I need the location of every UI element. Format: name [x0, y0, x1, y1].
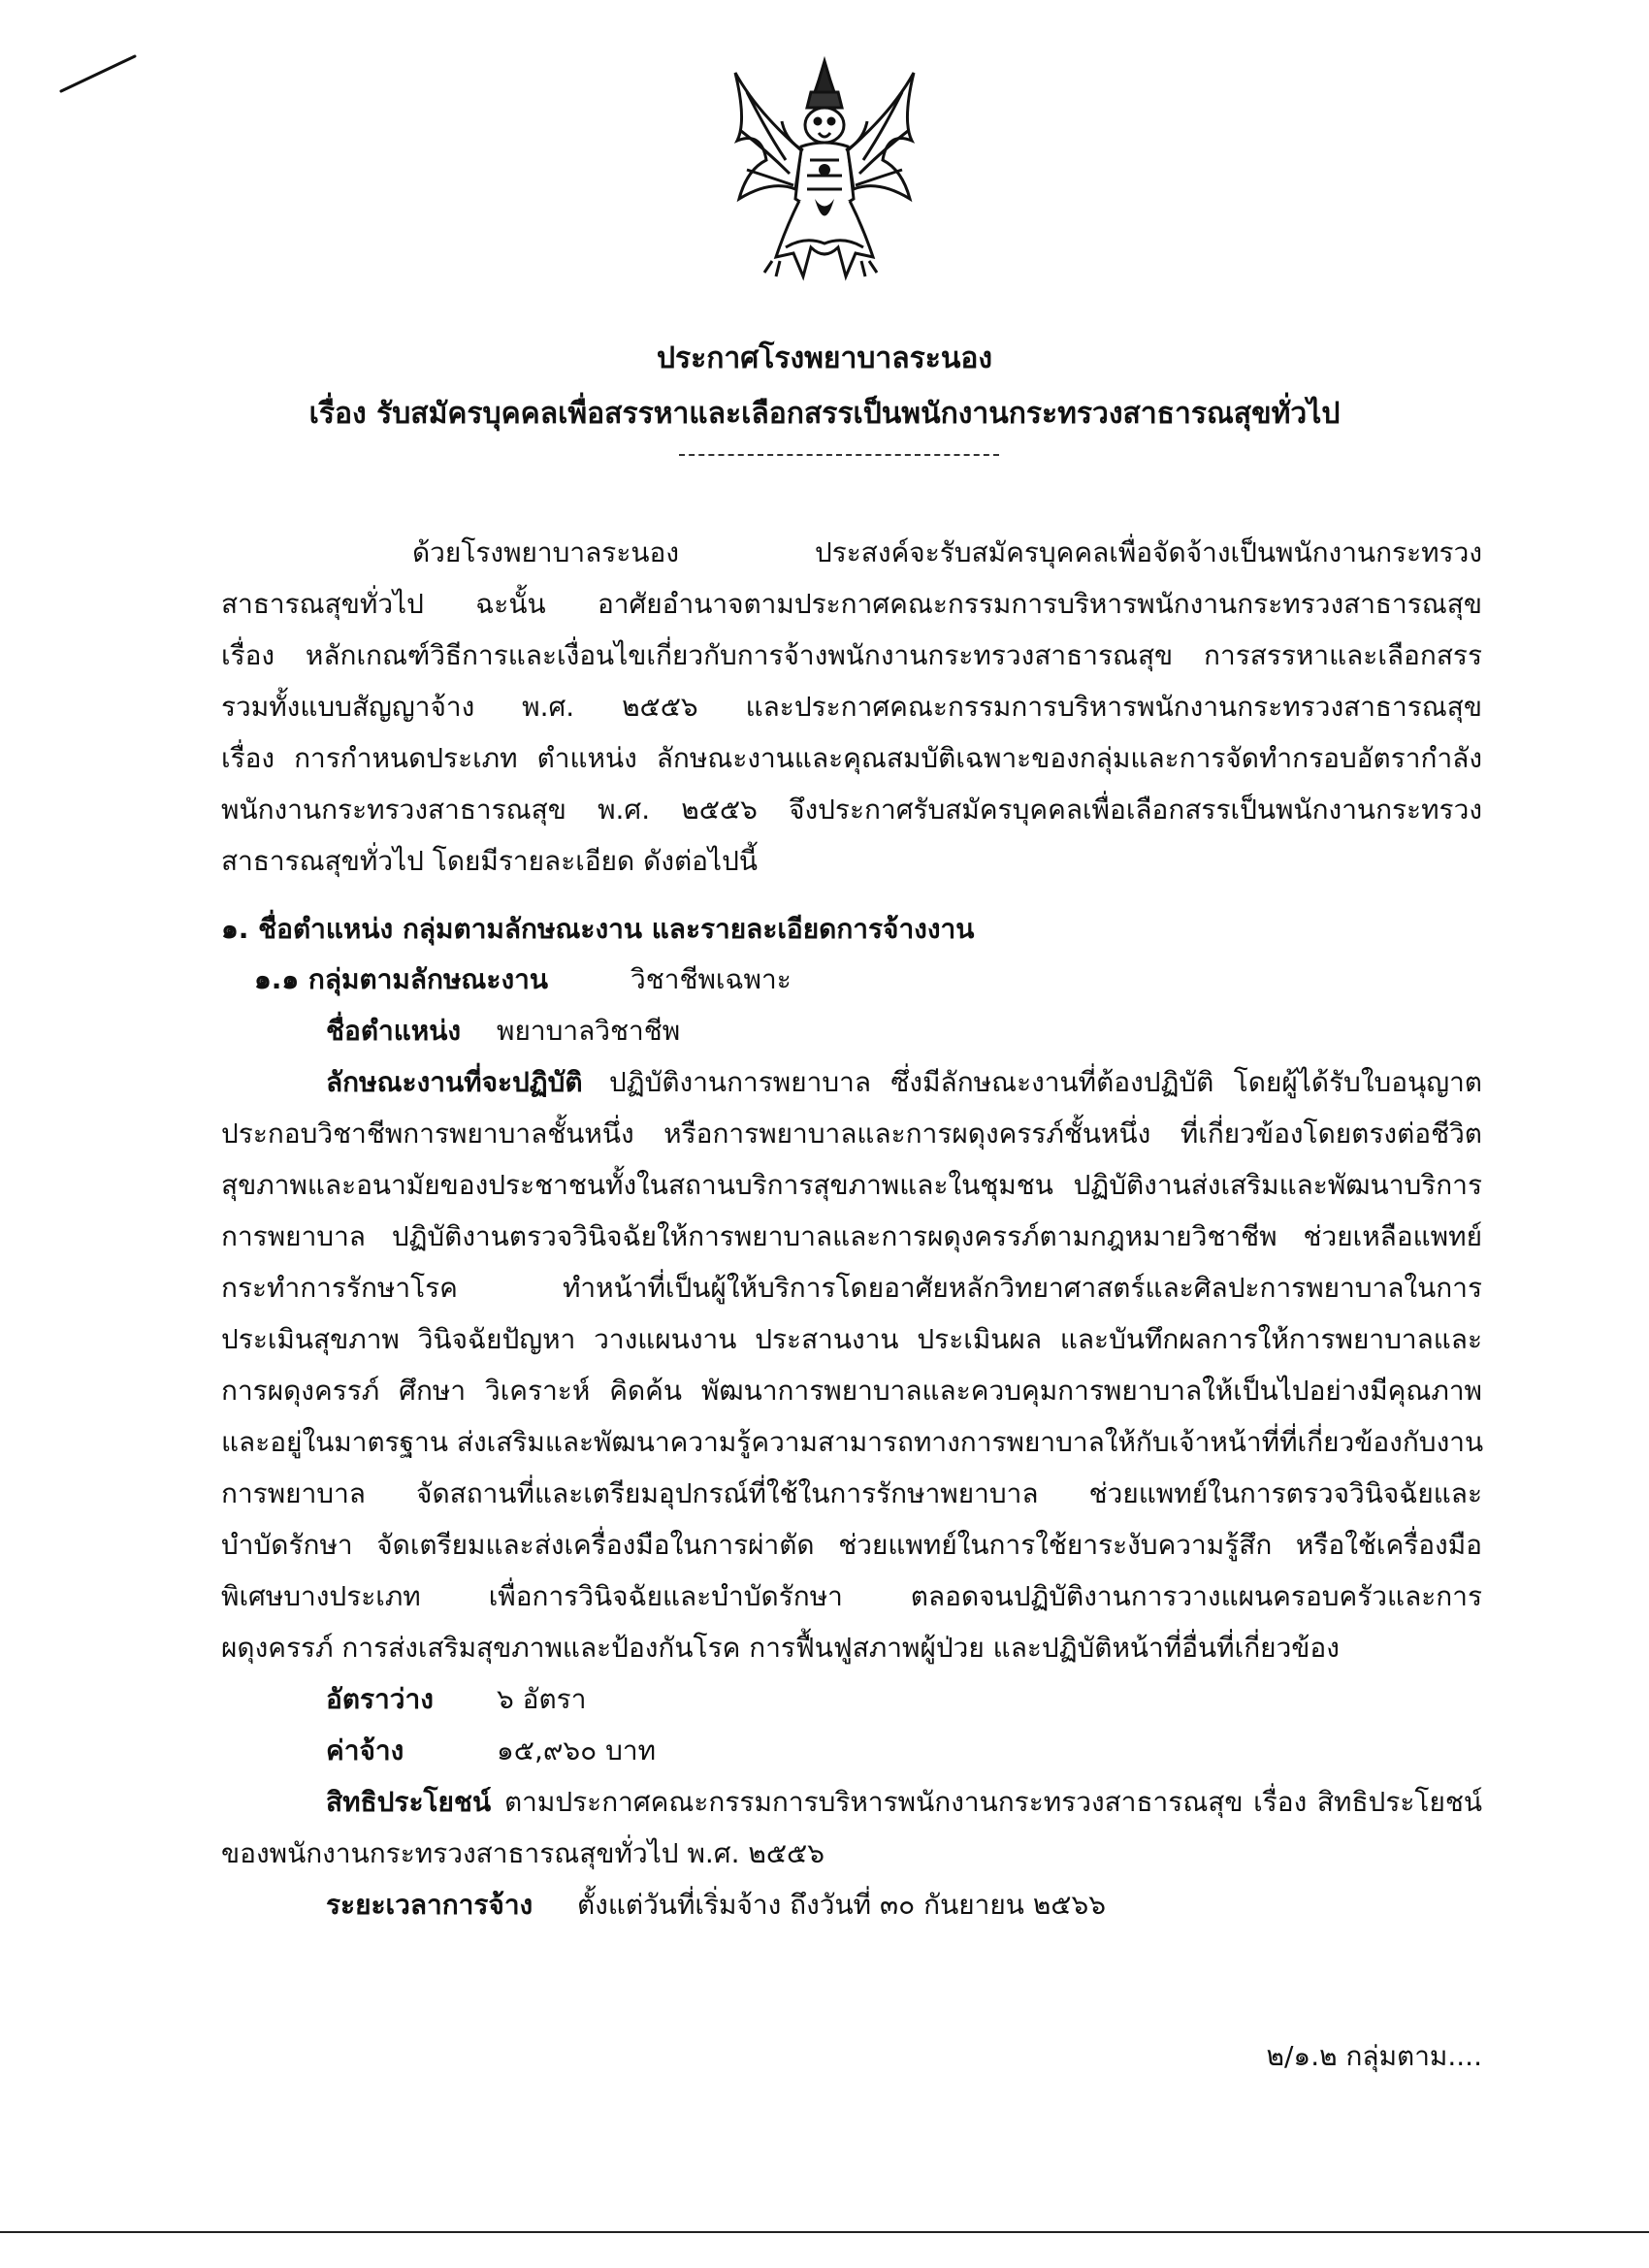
section-1-heading: ๑. ชื่อตำแหน่ง กลุ่มตามลักษณะงาน และรายละเอียดการจ้างงาน: [221, 913, 975, 945]
duty-line: ประกอบวิชาชีพการพยาบาลชั้นหนึ่ง หรือการพยาบาลและการผดุงครรภ์ชั้นหนึ่ง ที่เกี่ยวข้องโดยตรงต่อชีวิต: [221, 1118, 1482, 1150]
duty-last-line: ผดุงครรภ์ การส่งเสริมสุขภาพและป้องกันโรค การฟื้นฟูสภาพผู้ป่วย และปฏิบัติหน้าที่อื่นที่เกี่ยวข้อง: [221, 1632, 1340, 1664]
duty-line: การพยาบาล ปฏิบัติงานตรวจวินิจฉัยให้การพยาบาลและการผดุงครรภ์ตามกฎหมายวิชาชีพ ช่วยเหลือแพทย์: [221, 1220, 1482, 1252]
wage-value: ๑๕,๙๖๐ บาท: [497, 1734, 657, 1766]
vacancy-label: อัตราว่าง: [326, 1683, 434, 1715]
intro-line-4: รวมทั้งแบบสัญญาจ้าง พ.ศ. ๒๕๕๖ และประกาศคณะกรรมการบริหารพนักงานกระทรวงสาธารณสุข: [221, 691, 1482, 723]
wage-label: ค่าจ้าง: [326, 1734, 404, 1766]
vacancy-value: ๖ อัตรา: [497, 1683, 587, 1715]
intro-line-2: สาธารณสุขทั่วไป ฉะนั้น อาศัยอำนาจตามประกาศคณะกรรมการบริหารพนักงานกระทรวงสาธารณสุข: [221, 588, 1482, 620]
position-value: พยาบาลวิชาชีพ: [497, 1015, 681, 1047]
duty-line: และอยู่ในมาตรฐาน ส่งเสริมและพัฒนาความรู้ความสามารถทางการพยาบาลให้กับเจ้าหน้าที่ที่เกี่ยวข้องกับงาน: [221, 1426, 1484, 1458]
benefit-last-line: ของพนักงานกระทรวงสาธารณสุขทั่วไป พ.ศ. ๒๕๕๖: [221, 1837, 824, 1869]
duty-line: การผดุงครรภ์ ศึกษา วิเคราะห์ คิดค้น พัฒนาการพยาบาลและควบคุมการพยาบาลให้เป็นไปอย่างมีคุณภาพ: [221, 1375, 1482, 1407]
period-label: ระยะเวลาการจ้าง: [326, 1889, 534, 1921]
header-separator: [679, 454, 999, 456]
announcement-subject: เรื่อง รับสมัครบุคคลเพื่อสรรหาและเลือกสรรเป็นพนักงานกระทรวงสาธารณสุขทั่วไป: [308, 397, 1341, 431]
benefit-label: สิทธิประโยชน์: [326, 1786, 492, 1818]
period-value: ตั้งแต่วันที่เริ่มจ้าง ถึงวันที่ ๓๐ กันยายน ๒๕๖๖: [577, 1889, 1107, 1921]
duty-label: ลักษณะงานที่จะปฏิบัติ: [326, 1066, 583, 1098]
group-label: ๑.๑ กลุ่มตามลักษณะงาน: [254, 963, 548, 995]
duty-line: บำบัดรักษา จัดเตรียมและส่งเครื่องมือในการผ่าตัด ช่วยแพทย์ในการใช้ยาระงับความรู้สึก หรือใช้เครื่องมือ: [221, 1529, 1482, 1561]
duty-line: พิเศษบางประเภท เพื่อการวินิจฉัยและบำบัดรักษา ตลอดจนปฏิบัติงานการวางแผนครอบครัวและการ: [221, 1580, 1482, 1612]
duty-first-line: ปฏิบัติงานการพยาบาล ซึ่งมีลักษณะงานที่ต้องปฏิบัติ โดยผู้ได้รับใบอนุญาต: [609, 1066, 1482, 1098]
pen-mark: [53, 49, 141, 97]
group-value: วิชาชีพเฉพาะ: [630, 963, 792, 995]
intro-line-1: ด้วยโรงพยาบาลระนอง ประสงค์จะรับสมัครบุคคลเพื่อจัดจ้างเป็นพนักงานกระทรวง: [412, 536, 1482, 568]
duty-line: ประเมินสุขภาพ วินิจฉัยปัญหา วางแผนงาน ประสานงาน ประเมินผล และบันทึกผลการให้การพยาบาลและ: [221, 1323, 1482, 1355]
announcement-title: ประกาศโรงพยาบาลระนอง: [656, 341, 993, 375]
intro-line-7: สาธารณสุขทั่วไป โดยมีรายละเอียด ดังต่อไปนี้: [221, 845, 758, 877]
duty-line: กระทำการรักษาโรค ทำหน้าที่เป็นผู้ให้บริการโดยอาศัยหลักวิทยาศาสตร์และศิลปะการพยาบาลในการ: [221, 1272, 1482, 1304]
benefit-first-line: ตามประกาศคณะกรรมการบริหารพนักงานกระทรวงสาธารณสุข เรื่อง สิทธิประโยชน์: [504, 1786, 1482, 1818]
duty-line: การพยาบาล จัดสถานที่และเตรียมอุปกรณ์ที่ใช้ในการรักษาพยาบาล ช่วยแพทย์ในการตรวจวินิจฉัยและ: [221, 1477, 1482, 1509]
next-page-note: ๒/๑.๒ กลุ่มตาม....: [1266, 2040, 1482, 2072]
intro-line-6: พนักงานกระทรวงสาธารณสุข พ.ศ. ๒๕๕๖ จึงประกาศรับสมัครบุคคลเพื่อเลือกสรรเป็นพนักงานกระทรวง: [221, 794, 1482, 826]
duty-line: สุขภาพและอนามัยของประชาชนทั้งในสถานบริการสุขภาพและในชุมชน ปฏิบัติงานส่งเสริมและพัฒนาบริการ: [221, 1169, 1482, 1201]
intro-line-5: เรื่อง การกำหนดประเภท ตำแหน่ง ลักษณะงานและคุณสมบัติเฉพาะของกลุ่มและการจัดทำกรอบอัตรากำลัง: [221, 742, 1482, 774]
page-bottom-rule: [0, 2231, 1649, 2233]
garuda-emblem: [718, 53, 931, 296]
intro-line-3: เรื่อง หลักเกณฑ์วิธีการและเงื่อนไขเกี่ยวกับการจ้างพนักงานกระทรวงสาธารณสุข การสรรหาและเลือกสรร: [221, 639, 1482, 671]
position-label: ชื่อตำแหน่ง: [326, 1015, 462, 1047]
